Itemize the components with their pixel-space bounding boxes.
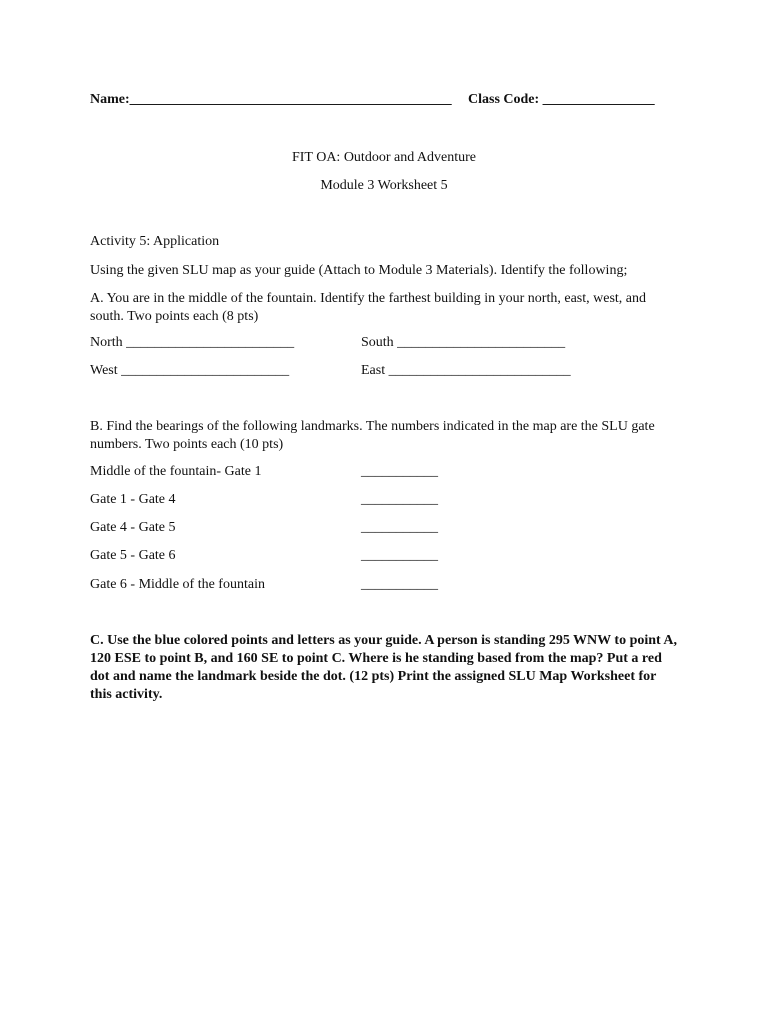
east-answer-line: East __________________________ [361, 363, 571, 378]
name-field: Name:______________________________________________ [90, 92, 452, 107]
course-title: FIT OA: Outdoor and Adventure [291, 150, 477, 165]
bearing-item-label: Gate 6 - Middle of the fountain [90, 577, 265, 592]
section-b-prompt: B. Find the bearings of the following landmarks. The numbers indicated in the map are the SLU gate numbers. Two points each (10 pts) [90, 419, 655, 452]
bearing-answer-blank: ___________ [361, 492, 438, 507]
bearing-item-label: Gate 1 - Gate 4 [90, 492, 176, 507]
activity-heading: Activity 5: Application [90, 234, 220, 249]
class-code-field: Class Code: ________________ [468, 92, 655, 107]
bearing-answer-blank: ___________ [361, 548, 438, 563]
south-answer-line: South ________________________ [361, 335, 566, 350]
bearing-answer-blank: ___________ [361, 520, 438, 535]
activity-instruction: Using the given SLU map as your guide (Attach to Module 3 Materials). Identify the following; [90, 263, 628, 278]
worksheet-title: Module 3 Worksheet 5 [320, 178, 448, 193]
section-a-prompt: A. You are in the middle of the fountain. Identify the farthest building in your north, east, west, and south. Two points each (8 pts) [90, 291, 647, 324]
bearing-answer-blank: ___________ [361, 577, 438, 592]
bearing-answer-blank: ___________ [361, 464, 438, 479]
north-answer-line: North ________________________ [90, 335, 295, 350]
bearing-item-label: Gate 4 - Gate 5 [90, 520, 176, 535]
bearing-item-label: Gate 5 - Gate 6 [90, 548, 176, 563]
section-c-prompt: C. Use the blue colored points and letters as your guide. A person is standing 295 WNW to point A, 120 ESE to point B, and 160 SE to point C. Where is he standing based from the map? Put a red dot and name the landmark beside the dot. (12 pts) Print the assigned SLU Map Worksheet for this activity. [90, 633, 678, 702]
bearing-item-label: Middle of the fountain- Gate 1 [90, 464, 262, 479]
west-answer-line: West ________________________ [90, 363, 290, 378]
